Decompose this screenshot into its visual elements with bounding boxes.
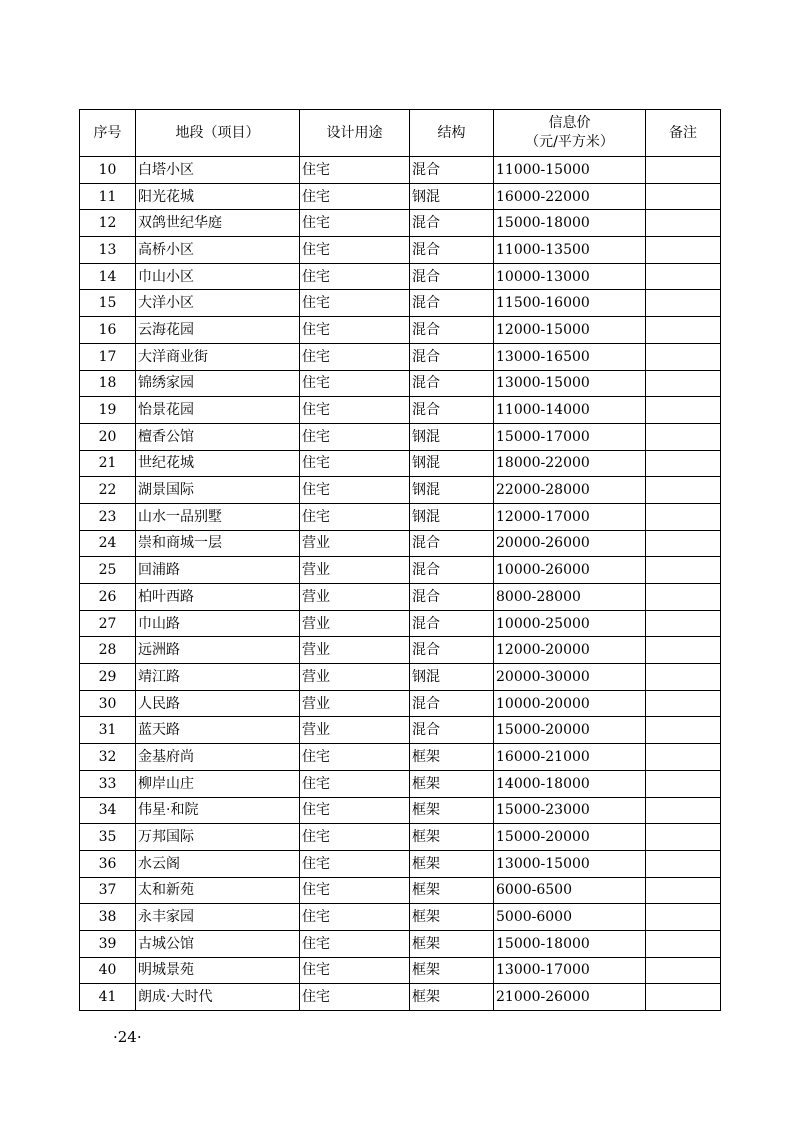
header-location: 地段（项目） [136, 110, 300, 157]
cell-price: 15000-18000 [494, 210, 646, 237]
cell-price: 12000-17000 [494, 503, 646, 530]
cell-usage: 营业 [300, 530, 410, 557]
cell-no: 25 [80, 557, 136, 584]
cell-structure: 混合 [410, 290, 494, 317]
cell-price: 16000-21000 [494, 744, 646, 771]
cell-usage: 住宅 [300, 397, 410, 424]
cell-structure: 框架 [410, 797, 494, 824]
cell-no: 22 [80, 477, 136, 504]
cell-price: 11000-13500 [494, 237, 646, 264]
cell-structure: 混合 [410, 610, 494, 637]
cell-price: 13000-15000 [494, 370, 646, 397]
cell-no: 34 [80, 797, 136, 824]
cell-structure: 混合 [410, 210, 494, 237]
cell-no: 26 [80, 584, 136, 611]
cell-remarks [646, 797, 721, 824]
table-row [80, 664, 721, 691]
cell-location: 水云阁 [136, 850, 300, 877]
cell-usage: 住宅 [300, 183, 410, 210]
cell-no: 35 [80, 824, 136, 851]
cell-location: 蓝天路 [136, 717, 300, 744]
cell-remarks [646, 584, 721, 611]
cell-price: 16000-22000 [494, 183, 646, 210]
cell-location: 山水一品别墅 [136, 503, 300, 530]
cell-no: 28 [80, 637, 136, 664]
cell-location: 伟星·和院 [136, 797, 300, 824]
cell-remarks [646, 397, 721, 424]
cell-no: 24 [80, 530, 136, 557]
cell-price: 11000-15000 [494, 157, 646, 184]
cell-price: 10000-20000 [494, 690, 646, 717]
cell-usage: 住宅 [300, 984, 410, 1011]
cell-no: 13 [80, 237, 136, 264]
cell-usage: 营业 [300, 690, 410, 717]
cell-location: 锦绣家园 [136, 370, 300, 397]
table-row [80, 210, 721, 237]
table-row [80, 503, 721, 530]
cell-no: 23 [80, 503, 136, 530]
cell-location: 明城景苑 [136, 957, 300, 984]
cell-location: 回浦路 [136, 557, 300, 584]
cell-usage: 住宅 [300, 877, 410, 904]
cell-remarks [646, 717, 721, 744]
cell-no: 39 [80, 930, 136, 957]
cell-location: 永丰家园 [136, 904, 300, 931]
header-structure: 结构 [410, 110, 494, 157]
cell-no: 32 [80, 744, 136, 771]
table-row [80, 610, 721, 637]
cell-usage: 住宅 [300, 450, 410, 477]
table-row [80, 183, 721, 210]
cell-location: 靖江路 [136, 664, 300, 691]
cell-usage: 住宅 [300, 263, 410, 290]
cell-price: 15000-23000 [494, 797, 646, 824]
cell-location: 太和新苑 [136, 877, 300, 904]
cell-location: 万邦国际 [136, 824, 300, 851]
cell-usage: 营业 [300, 717, 410, 744]
cell-location: 怡景花园 [136, 397, 300, 424]
cell-price: 15000-18000 [494, 930, 646, 957]
cell-no: 38 [80, 904, 136, 931]
cell-structure: 混合 [410, 690, 494, 717]
cell-remarks [646, 530, 721, 557]
cell-remarks [646, 450, 721, 477]
page-number: ·24· [113, 1028, 142, 1046]
cell-no: 16 [80, 317, 136, 344]
cell-price: 12000-20000 [494, 637, 646, 664]
table-row [80, 984, 721, 1011]
cell-no: 41 [80, 984, 136, 1011]
table-row [80, 584, 721, 611]
cell-location: 古城公馆 [136, 930, 300, 957]
cell-structure: 钢混 [410, 664, 494, 691]
cell-price: 13000-15000 [494, 850, 646, 877]
cell-usage: 营业 [300, 610, 410, 637]
cell-price: 10000-13000 [494, 263, 646, 290]
cell-structure: 钢混 [410, 183, 494, 210]
table-row [80, 423, 721, 450]
table-row [80, 397, 721, 424]
header-usage: 设计用途 [300, 110, 410, 157]
cell-location: 湖景国际 [136, 477, 300, 504]
cell-location: 云海花园 [136, 317, 300, 344]
cell-usage: 住宅 [300, 824, 410, 851]
cell-remarks [646, 877, 721, 904]
cell-price: 8000-28000 [494, 584, 646, 611]
cell-remarks [646, 317, 721, 344]
table-row [80, 690, 721, 717]
cell-location: 世纪花城 [136, 450, 300, 477]
cell-remarks [646, 930, 721, 957]
cell-usage: 住宅 [300, 237, 410, 264]
cell-no: 15 [80, 290, 136, 317]
cell-no: 27 [80, 610, 136, 637]
cell-remarks [646, 824, 721, 851]
cell-location: 大洋商业街 [136, 343, 300, 370]
cell-location: 高桥小区 [136, 237, 300, 264]
cell-price: 11500-16000 [494, 290, 646, 317]
table-row [80, 317, 721, 344]
table-row [80, 237, 721, 264]
cell-location: 柳岸山庄 [136, 770, 300, 797]
cell-remarks [646, 637, 721, 664]
cell-no: 20 [80, 423, 136, 450]
cell-structure: 框架 [410, 744, 494, 771]
table-row [80, 717, 721, 744]
cell-structure: 混合 [410, 530, 494, 557]
cell-location: 巾山小区 [136, 263, 300, 290]
cell-price: 20000-26000 [494, 530, 646, 557]
cell-usage: 住宅 [300, 317, 410, 344]
cell-usage: 营业 [300, 664, 410, 691]
cell-structure: 框架 [410, 984, 494, 1011]
cell-structure: 钢混 [410, 423, 494, 450]
cell-structure: 混合 [410, 157, 494, 184]
cell-usage: 住宅 [300, 770, 410, 797]
cell-no: 40 [80, 957, 136, 984]
table-row [80, 850, 721, 877]
cell-structure: 混合 [410, 397, 494, 424]
table-row [80, 450, 721, 477]
cell-usage: 住宅 [300, 744, 410, 771]
cell-structure: 框架 [410, 904, 494, 931]
cell-usage: 住宅 [300, 503, 410, 530]
cell-no: 31 [80, 717, 136, 744]
cell-price: 15000-20000 [494, 717, 646, 744]
cell-no: 33 [80, 770, 136, 797]
cell-location: 崇和商城一层 [136, 530, 300, 557]
cell-location: 双鸽世纪华庭 [136, 210, 300, 237]
cell-structure: 混合 [410, 237, 494, 264]
cell-structure: 混合 [410, 343, 494, 370]
cell-remarks [646, 610, 721, 637]
cell-price: 13000-17000 [494, 957, 646, 984]
cell-structure: 混合 [410, 717, 494, 744]
cell-price: 11000-14000 [494, 397, 646, 424]
cell-usage: 营业 [300, 637, 410, 664]
cell-remarks [646, 477, 721, 504]
cell-price: 18000-22000 [494, 450, 646, 477]
cell-usage: 住宅 [300, 210, 410, 237]
cell-usage: 住宅 [300, 290, 410, 317]
header-price [494, 110, 646, 157]
header-row [80, 110, 721, 157]
cell-remarks [646, 183, 721, 210]
cell-price: 14000-18000 [494, 770, 646, 797]
cell-structure: 混合 [410, 584, 494, 611]
cell-usage: 住宅 [300, 957, 410, 984]
cell-structure: 框架 [410, 957, 494, 984]
cell-price: 6000-6500 [494, 877, 646, 904]
cell-price: 22000-28000 [494, 477, 646, 504]
cell-remarks [646, 744, 721, 771]
cell-price: 13000-16500 [494, 343, 646, 370]
table-row [80, 930, 721, 957]
header-remarks: 备注 [646, 110, 721, 157]
cell-usage: 住宅 [300, 343, 410, 370]
cell-usage: 营业 [300, 557, 410, 584]
header-no: 序号 [80, 110, 136, 157]
cell-remarks [646, 210, 721, 237]
table-row [80, 957, 721, 984]
table-row [80, 904, 721, 931]
cell-remarks [646, 850, 721, 877]
cell-price: 10000-26000 [494, 557, 646, 584]
cell-location: 巾山路 [136, 610, 300, 637]
cell-remarks [646, 770, 721, 797]
table-row [80, 477, 721, 504]
cell-usage: 住宅 [300, 850, 410, 877]
cell-price: 15000-17000 [494, 423, 646, 450]
cell-usage: 住宅 [300, 370, 410, 397]
cell-no: 18 [80, 370, 136, 397]
cell-no: 36 [80, 850, 136, 877]
cell-remarks [646, 237, 721, 264]
cell-usage: 住宅 [300, 423, 410, 450]
cell-remarks [646, 370, 721, 397]
cell-remarks [646, 343, 721, 370]
cell-structure: 框架 [410, 930, 494, 957]
table-row [80, 557, 721, 584]
cell-location: 远洲路 [136, 637, 300, 664]
cell-remarks [646, 984, 721, 1011]
cell-structure: 钢混 [410, 477, 494, 504]
cell-remarks [646, 904, 721, 931]
cell-usage: 住宅 [300, 157, 410, 184]
cell-price: 20000-30000 [494, 664, 646, 691]
cell-structure: 钢混 [410, 450, 494, 477]
cell-remarks [646, 503, 721, 530]
table-row [80, 744, 721, 771]
table-header [80, 110, 721, 157]
table-row [80, 263, 721, 290]
cell-structure: 混合 [410, 263, 494, 290]
cell-usage: 住宅 [300, 930, 410, 957]
table-row [80, 637, 721, 664]
header-price-line2: （元/平方米） [525, 134, 614, 150]
cell-structure: 混合 [410, 557, 494, 584]
table-row [80, 530, 721, 557]
cell-no: 19 [80, 397, 136, 424]
cell-remarks [646, 290, 721, 317]
table-row [80, 157, 721, 184]
cell-structure: 混合 [410, 317, 494, 344]
cell-no: 11 [80, 183, 136, 210]
table-row [80, 770, 721, 797]
cell-usage: 住宅 [300, 904, 410, 931]
cell-remarks [646, 957, 721, 984]
cell-structure: 混合 [410, 370, 494, 397]
cell-no: 10 [80, 157, 136, 184]
cell-structure: 混合 [410, 637, 494, 664]
table-body [80, 157, 721, 1011]
cell-location: 白塔小区 [136, 157, 300, 184]
cell-location: 大洋小区 [136, 290, 300, 317]
cell-remarks [646, 557, 721, 584]
table-row [80, 290, 721, 317]
cell-remarks [646, 157, 721, 184]
cell-location: 檀香公馆 [136, 423, 300, 450]
table-row [80, 797, 721, 824]
table-row [80, 824, 721, 851]
cell-no: 17 [80, 343, 136, 370]
cell-usage: 住宅 [300, 797, 410, 824]
cell-location: 人民路 [136, 690, 300, 717]
cell-no: 29 [80, 664, 136, 691]
cell-remarks [646, 263, 721, 290]
cell-no: 12 [80, 210, 136, 237]
cell-usage: 住宅 [300, 477, 410, 504]
cell-remarks [646, 664, 721, 691]
table-row [80, 877, 721, 904]
price-table [79, 109, 721, 1011]
cell-no: 14 [80, 263, 136, 290]
cell-usage: 营业 [300, 584, 410, 611]
cell-structure: 钢混 [410, 503, 494, 530]
cell-price: 5000-6000 [494, 904, 646, 931]
table-row [80, 370, 721, 397]
cell-price: 10000-25000 [494, 610, 646, 637]
cell-structure: 框架 [410, 770, 494, 797]
cell-location: 柏叶西路 [136, 584, 300, 611]
cell-no: 21 [80, 450, 136, 477]
table-row [80, 343, 721, 370]
cell-remarks [646, 690, 721, 717]
header-price-line1: 信息价 [548, 115, 591, 131]
cell-structure: 框架 [410, 824, 494, 851]
cell-structure: 框架 [410, 850, 494, 877]
cell-location: 阳光花城 [136, 183, 300, 210]
cell-remarks [646, 423, 721, 450]
cell-price: 12000-15000 [494, 317, 646, 344]
cell-price: 21000-26000 [494, 984, 646, 1011]
cell-no: 37 [80, 877, 136, 904]
cell-location: 朗成·大时代 [136, 984, 300, 1011]
cell-structure: 框架 [410, 877, 494, 904]
cell-price: 15000-20000 [494, 824, 646, 851]
cell-location: 金基府尚 [136, 744, 300, 771]
cell-no: 30 [80, 690, 136, 717]
